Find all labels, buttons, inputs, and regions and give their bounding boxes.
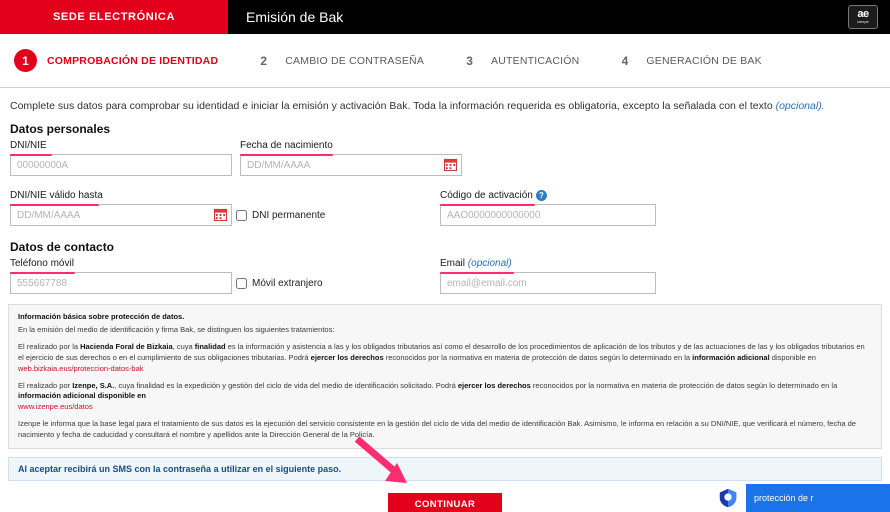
legal-p1-h: información adicional	[692, 352, 770, 362]
birthdate-input-wrap	[240, 154, 462, 176]
mobile-foreign-wrap[interactable]	[236, 272, 336, 294]
form-contact	[0, 258, 890, 294]
field-dni-valid	[10, 190, 232, 226]
annotation-underline-email	[440, 272, 514, 274]
continue-button[interactable]: CONTINUAR	[388, 493, 502, 512]
email-label-text: Email	[440, 258, 468, 270]
section-title-personal: Datos personales	[10, 122, 111, 136]
izenpe-logo-text: izenpe	[857, 20, 869, 25]
dni-permanent-label: DNI permanente	[252, 209, 326, 221]
legal-p1-g: reconocidos por la normativa en materia de protección de datos según lo determinado en la	[383, 352, 693, 362]
brand-sede-electronica[interactable]: SEDE ELECTRÓNICA	[0, 0, 228, 34]
mobile-input[interactable]	[10, 272, 232, 294]
field-mobile-label: Teléfono móvil	[10, 258, 74, 270]
step-3-authentication[interactable]	[458, 49, 579, 72]
annotation-underline-activation-code	[440, 204, 535, 206]
legal-p2-e: reconocidos por la normativa en materia de protección de datos según lo determinado en la	[530, 380, 838, 390]
legal-heading: Información básica sobre protección de datos.	[18, 312, 185, 322]
step-2-label: CAMBIO DE CONTRASEÑA	[285, 54, 425, 67]
field-dni-permanent	[236, 190, 336, 226]
step-indicator	[0, 34, 890, 88]
legal-link-izenpe[interactable]: www.izenpe.eus/datos	[18, 402, 93, 412]
field-birthdate	[240, 140, 462, 176]
field-mobile-foreign	[236, 258, 336, 294]
form-row-2	[10, 190, 880, 226]
dni-valid-input-wrap	[10, 204, 232, 226]
form-row-1	[10, 140, 880, 176]
sms-notice: Al aceptar recibirá un SMS con la contraseña a utilizar en el siguiente paso.	[8, 457, 882, 481]
section-title-contact: Datos de contacto	[10, 240, 115, 255]
step-4-number: 4	[621, 53, 629, 68]
form-row-3	[10, 258, 880, 294]
dni-input[interactable]	[10, 154, 232, 176]
legal-box	[8, 304, 882, 449]
legal-p1-e: es la información y asistencia a las y los obligados tributarios así como el desarrollo de los procedimientos de aplicación de los tributos y de las actuaciones de las y los obligados tributarios en el ejercicio de sus derechos o en el cumplimiento de sus obligaciones tributarias. Podrá	[18, 341, 865, 362]
field-mobile	[10, 258, 232, 294]
recaptcha-badge[interactable]	[710, 484, 890, 512]
step-3-label: AUTENTICACIÓN	[491, 54, 580, 67]
legal-p1-b: Hacienda Foral de Bizkaia	[80, 341, 173, 351]
legal-p1-f: ejercer los derechos	[310, 352, 384, 362]
recaptcha-shield-icon	[717, 487, 739, 509]
dni-permanent-wrap[interactable]	[236, 204, 336, 226]
dni-permanent-checkbox[interactable]	[236, 210, 247, 221]
legal-paragraph-3: Izenpe le informa que la base legal para el tratamiento de sus datos es la ejecución del servicio consistente en la gestión del ciclo de vida del medio de identificación Bak. Asimismo, le informa en relación a su DNI/NIE, que verificará el número, fecha de nacimiento y fecha de caducidad y consultará el nombre y apellidos ante la Dirección General de la Policía.	[18, 419, 856, 440]
legal-link-bizkaia[interactable]: web.bizkaia.eus/proteccion-datos-bak	[18, 363, 144, 373]
legal-p2-a: El realizado por	[18, 380, 73, 390]
birthdate-input[interactable]	[240, 154, 462, 176]
intro-main: Complete sus datos para comprobar su identidad e iniciar la emisión y activación Bak. Toda la información requerida es obligatoria, excepto la señalada con el texto	[10, 100, 776, 112]
step-1-label: COMPROBACIÓN DE IDENTIDAD	[47, 54, 219, 67]
help-icon[interactable]: ?	[536, 190, 547, 201]
step-1-identity[interactable]	[14, 49, 218, 72]
legal-paragraph-1	[18, 342, 872, 375]
field-dni-label: DNI/NIE	[10, 140, 47, 151]
annotation-underline-dni	[10, 154, 52, 156]
form-personal	[0, 140, 890, 226]
legal-p2-d: ejercer los derechos	[457, 380, 531, 390]
calendar-icon[interactable]	[444, 158, 457, 171]
intro-text	[0, 88, 890, 116]
field-dni	[10, 140, 232, 176]
legal-p2-c: , cuya finalidad es la expedición y gestión del ciclo de vida del medio de identificación solicitado. Podrá	[114, 380, 458, 390]
recaptcha-text: protección de r	[754, 493, 814, 503]
legal-p1-d: finalidad	[194, 341, 226, 351]
legal-p2-b: Izenpe, S.A.	[72, 380, 115, 390]
intro-optional: (opcional).	[775, 100, 825, 112]
legal-p1-c: , cuya	[172, 341, 195, 351]
legal-p2-f: información adicional disponible en	[18, 391, 146, 401]
step-2-number: 2	[260, 53, 268, 68]
field-dni-valid-label: DNI/NIE válido hasta	[10, 190, 103, 201]
legal-p1-a: El realizado por la	[18, 341, 81, 351]
top-bar	[0, 0, 890, 34]
email-input[interactable]	[440, 272, 656, 294]
activation-code-input[interactable]	[440, 204, 656, 226]
izenpe-logo-mark: ae	[857, 8, 869, 21]
mobile-foreign-label: Móvil extranjero	[252, 277, 323, 289]
annotation-underline-dni-valid	[10, 204, 99, 206]
step-2-password[interactable]	[252, 49, 424, 72]
activation-code-label-text: Código de activación	[440, 190, 533, 202]
step-4-generation[interactable]	[613, 49, 761, 72]
field-activation-code-label	[440, 190, 656, 201]
dni-valid-input[interactable]	[10, 204, 232, 226]
field-birthdate-label: Fecha de nacimiento	[240, 140, 333, 151]
legal-line1: En la emisión del medio de identificación y firma Bak, se distinguen los siguientes tratamientos:	[18, 325, 335, 335]
step-1-number: 1	[14, 49, 37, 72]
email-label-optional: (opcional)	[467, 258, 512, 270]
izenpe-logo[interactable]	[848, 5, 878, 29]
field-email-label	[440, 258, 656, 269]
annotation-underline-mobile	[10, 272, 75, 274]
page-title: Emisión de Bak	[246, 9, 344, 25]
step-3-number: 3	[466, 53, 473, 68]
annotation-underline-birthdate	[240, 154, 333, 156]
field-activation-code	[440, 190, 656, 226]
field-email	[440, 258, 656, 294]
recaptcha-icon	[710, 484, 746, 512]
legal-p1-i: disponible en	[769, 352, 816, 362]
step-4-label: GENERACIÓN DE BAK	[646, 54, 762, 67]
calendar-icon[interactable]	[214, 208, 227, 221]
mobile-foreign-checkbox[interactable]	[236, 278, 247, 289]
legal-paragraph-2	[18, 381, 872, 414]
